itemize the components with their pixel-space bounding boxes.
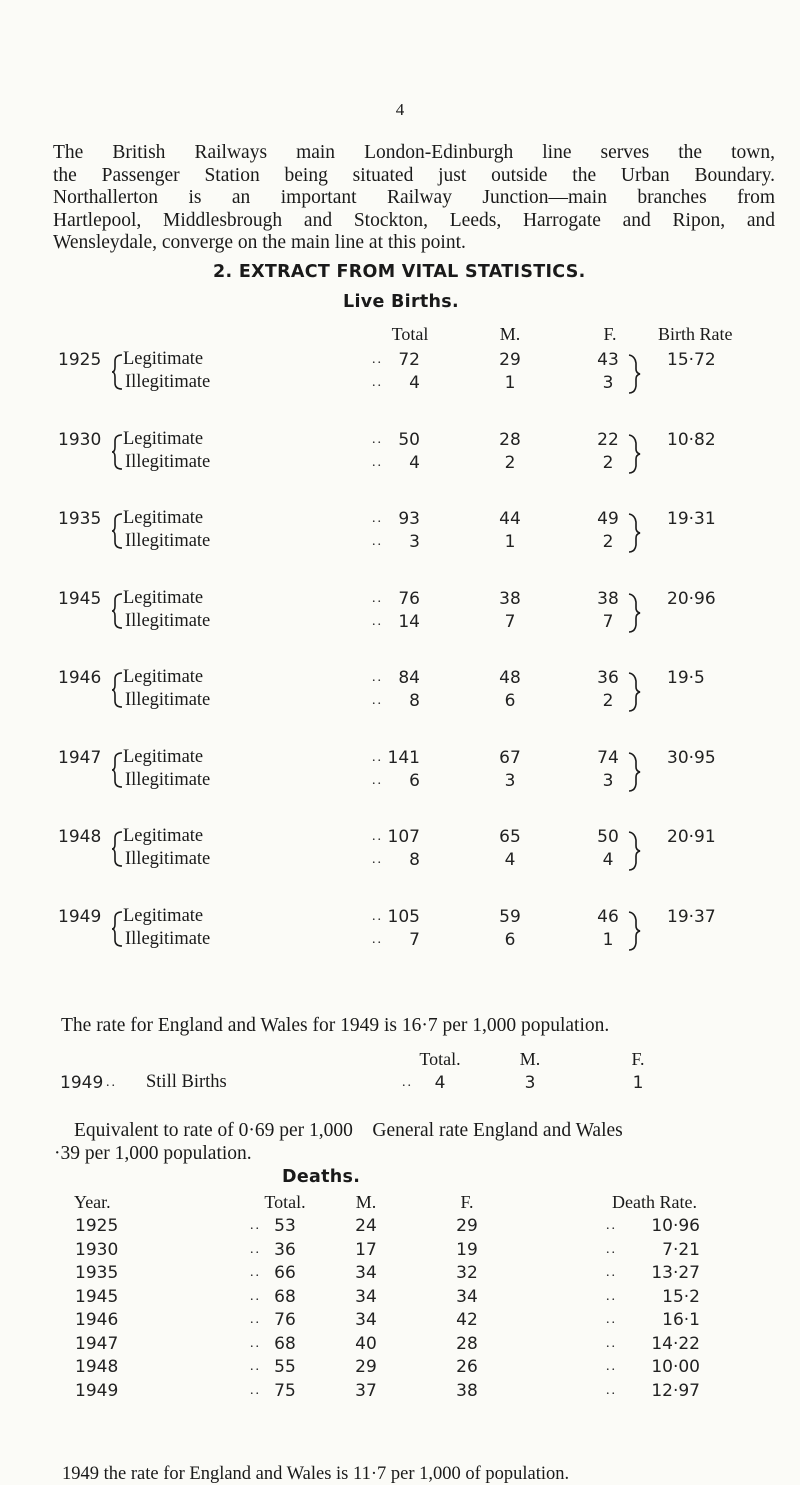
d-death-rate: 12·97 bbox=[651, 1381, 700, 1401]
lb-year: 1945 bbox=[58, 589, 102, 609]
lb-leader: .. bbox=[372, 591, 383, 606]
lb-illegit-m: 1 bbox=[504, 532, 516, 552]
lb-header-f: F. bbox=[603, 324, 617, 344]
intro-paragraph bbox=[53, 142, 775, 255]
lb-year: 1946 bbox=[58, 668, 102, 688]
lb-legit-label: Legitimate bbox=[123, 349, 204, 369]
lb-illegit-m: 1 bbox=[504, 373, 516, 393]
lb-leader: .. bbox=[372, 455, 383, 470]
lb-legit-label: Legitimate bbox=[123, 429, 204, 449]
d-death-rate: 16·1 bbox=[662, 1310, 700, 1330]
d-leader: .. bbox=[250, 1383, 261, 1398]
right-brace-icon bbox=[626, 910, 646, 952]
sb-header-total: Total. bbox=[419, 1049, 461, 1069]
d-leader: .. bbox=[606, 1242, 617, 1257]
lb-illegit-total: 6 bbox=[409, 771, 420, 791]
lb-legit-m: 48 bbox=[499, 668, 521, 688]
lb-illegit-f: 2 bbox=[602, 453, 614, 473]
d-leader: .. bbox=[606, 1218, 617, 1233]
d-year: 1930 bbox=[75, 1240, 119, 1260]
lb-header-m: M. bbox=[499, 324, 521, 344]
lb-year: 1930 bbox=[58, 430, 102, 450]
lb-illegit-f: 2 bbox=[602, 691, 614, 711]
lb-illegit-m: 7 bbox=[504, 612, 516, 632]
lb-birth-rate: 20·96 bbox=[667, 589, 716, 609]
lb-legit-m: 44 bbox=[499, 509, 521, 529]
left-brace-icon bbox=[110, 512, 124, 550]
lb-illegit-m: 6 bbox=[504, 691, 516, 711]
intro-line: the Passenger Station being situated just outside the Urban Boundary. bbox=[53, 164, 775, 186]
lb-legit-m: 38 bbox=[499, 589, 521, 609]
d-m: 29 bbox=[355, 1357, 377, 1377]
lb-illegit-label: Illegitimate bbox=[125, 372, 211, 392]
lb-illegit-total: 14 bbox=[398, 612, 420, 632]
d-year: 1946 bbox=[75, 1310, 119, 1330]
lb-illegit-m: 6 bbox=[504, 930, 516, 950]
lb-illegit-label: Illegitimate bbox=[125, 690, 211, 710]
sb-header-m: M. bbox=[519, 1049, 541, 1069]
lb-illegit-total: 8 bbox=[409, 850, 420, 870]
england-wales-birth-note: The rate for England and Wales for 1949 is 16·7 per 1,000 population. bbox=[61, 1015, 610, 1036]
d-leader: .. bbox=[606, 1383, 617, 1398]
lb-illegit-f: 3 bbox=[602, 373, 614, 393]
d-death-rate: 10·96 bbox=[651, 1216, 700, 1236]
d-m: 34 bbox=[355, 1310, 377, 1330]
lb-legit-f: 50 bbox=[597, 827, 619, 847]
left-brace-icon bbox=[110, 671, 124, 709]
lb-leader: .. bbox=[372, 614, 383, 629]
right-brace-icon bbox=[626, 830, 646, 872]
left-brace-icon bbox=[110, 830, 124, 868]
lb-year: 1925 bbox=[58, 350, 102, 370]
lb-legit-f: 49 bbox=[597, 509, 619, 529]
d-total: 76 bbox=[274, 1310, 296, 1330]
lb-illegit-m: 2 bbox=[504, 453, 516, 473]
d-leader: .. bbox=[250, 1218, 261, 1233]
d-f: 26 bbox=[456, 1357, 478, 1377]
d-leader: .. bbox=[250, 1265, 261, 1280]
lb-birth-rate: 20·91 bbox=[667, 827, 716, 847]
d-year: 1945 bbox=[75, 1287, 119, 1307]
left-brace-icon bbox=[110, 910, 124, 948]
lb-illegit-f: 3 bbox=[602, 771, 614, 791]
sb-f: 1 bbox=[632, 1073, 644, 1093]
lb-illegit-total: 4 bbox=[409, 453, 420, 473]
lb-legit-label: Legitimate bbox=[123, 667, 204, 687]
sb-year: 1949 bbox=[60, 1073, 104, 1093]
d-leader: .. bbox=[250, 1336, 261, 1351]
d-total: 66 bbox=[274, 1263, 296, 1283]
lb-birth-rate: 30·95 bbox=[667, 748, 716, 768]
d-leader: .. bbox=[250, 1242, 261, 1257]
sb-header-f: F. bbox=[631, 1049, 645, 1069]
lb-year: 1948 bbox=[58, 827, 102, 847]
sb-leader-2: .. bbox=[402, 1075, 413, 1090]
d-leader: .. bbox=[250, 1359, 261, 1374]
d-header-f: F. bbox=[460, 1192, 474, 1212]
lb-leader: .. bbox=[372, 932, 383, 947]
d-f: 28 bbox=[456, 1334, 478, 1354]
d-f: 38 bbox=[456, 1381, 478, 1401]
lb-illegit-label: Illegitimate bbox=[125, 611, 211, 631]
lb-year: 1935 bbox=[58, 509, 102, 529]
lb-legit-total: 84 bbox=[398, 668, 420, 688]
lb-legit-f: 74 bbox=[597, 748, 619, 768]
sb-label: Still Births bbox=[146, 1072, 227, 1092]
lb-leader: .. bbox=[372, 432, 383, 447]
d-year: 1925 bbox=[75, 1216, 119, 1236]
lb-birth-rate: 19·31 bbox=[667, 509, 716, 529]
right-brace-icon bbox=[626, 512, 646, 554]
lb-legit-f: 36 bbox=[597, 668, 619, 688]
intro-line: The British Railways main London-Edinburgh line serves the town, bbox=[53, 142, 775, 163]
lb-leader: .. bbox=[372, 375, 383, 390]
england-wales-death-note: 1949 the rate for England and Wales is 11·7 per 1,000 of population. bbox=[62, 1464, 570, 1484]
d-death-rate: 13·27 bbox=[651, 1263, 700, 1283]
d-m: 34 bbox=[355, 1263, 377, 1283]
right-brace-icon bbox=[626, 671, 646, 713]
lb-legit-total: 50 bbox=[398, 430, 420, 450]
left-brace-icon bbox=[110, 592, 124, 630]
lb-year: 1949 bbox=[58, 907, 102, 927]
d-m: 37 bbox=[355, 1381, 377, 1401]
lb-illegit-total: 7 bbox=[409, 930, 420, 950]
intro-line: Wensleydale, converge on the main line at this point. bbox=[53, 232, 466, 253]
d-total: 68 bbox=[274, 1334, 296, 1354]
lb-birth-rate: 19·5 bbox=[667, 668, 705, 688]
deaths-title: Deaths. bbox=[282, 1167, 361, 1187]
lb-illegit-f: 7 bbox=[602, 612, 614, 632]
d-f: 32 bbox=[456, 1263, 478, 1283]
lb-illegit-m: 4 bbox=[504, 850, 516, 870]
lb-legit-total: 105 bbox=[387, 907, 420, 927]
lb-legit-m: 28 bbox=[499, 430, 521, 450]
right-brace-icon bbox=[626, 592, 646, 634]
section-title: 2. EXTRACT FROM VITAL STATISTICS. bbox=[213, 262, 586, 282]
lb-illegit-label: Illegitimate bbox=[125, 849, 211, 869]
d-f: 29 bbox=[456, 1216, 478, 1236]
lb-legit-f: 43 bbox=[597, 350, 619, 370]
lb-illegit-label: Illegitimate bbox=[125, 929, 211, 949]
lb-illegit-label: Illegitimate bbox=[125, 531, 211, 551]
lb-legit-label: Legitimate bbox=[123, 826, 204, 846]
lb-legit-total: 107 bbox=[387, 827, 420, 847]
d-year: 1947 bbox=[75, 1334, 119, 1354]
lb-leader: .. bbox=[372, 909, 383, 924]
d-header-total: Total. bbox=[264, 1192, 306, 1212]
right-brace-icon bbox=[626, 353, 646, 395]
lb-legit-m: 59 bbox=[499, 907, 521, 927]
d-death-rate: 15·2 bbox=[662, 1287, 700, 1307]
d-total: 55 bbox=[274, 1357, 296, 1377]
d-header-rate: Death Rate. bbox=[612, 1192, 697, 1212]
page-number: 4 bbox=[395, 100, 405, 119]
d-leader: .. bbox=[250, 1289, 261, 1304]
sb-m: 3 bbox=[524, 1073, 536, 1093]
lb-legit-m: 65 bbox=[499, 827, 521, 847]
d-m: 17 bbox=[355, 1240, 377, 1260]
lb-leader: .. bbox=[372, 352, 383, 367]
lb-legit-m: 29 bbox=[499, 350, 521, 370]
right-brace-icon bbox=[626, 751, 646, 793]
lb-legit-f: 46 bbox=[597, 907, 619, 927]
lb-birth-rate: 10·82 bbox=[667, 430, 716, 450]
lb-illegit-total: 8 bbox=[409, 691, 420, 711]
d-death-rate: 14·22 bbox=[651, 1334, 700, 1354]
d-m: 34 bbox=[355, 1287, 377, 1307]
lb-leader: .. bbox=[372, 852, 383, 867]
d-death-rate: 7·21 bbox=[662, 1240, 700, 1260]
lb-header-total: Total bbox=[391, 324, 429, 344]
d-leader: .. bbox=[606, 1336, 617, 1351]
lb-legit-label: Legitimate bbox=[123, 747, 204, 767]
lb-illegit-f: 1 bbox=[602, 930, 614, 950]
lb-leader: .. bbox=[372, 534, 383, 549]
d-total: 53 bbox=[274, 1216, 296, 1236]
lb-illegit-m: 3 bbox=[504, 771, 516, 791]
d-leader: .. bbox=[250, 1312, 261, 1327]
lb-illegit-total: 4 bbox=[409, 373, 420, 393]
lb-legit-f: 38 bbox=[597, 589, 619, 609]
lb-illegit-f: 4 bbox=[602, 850, 614, 870]
d-leader: .. bbox=[606, 1312, 617, 1327]
lb-leader: .. bbox=[372, 773, 383, 788]
sb-equivalent-line-1: Equivalent to rate of 0·69 per 1,000 General rate England and Wales bbox=[74, 1120, 623, 1141]
lb-year: 1947 bbox=[58, 748, 102, 768]
lb-legit-total: 141 bbox=[387, 748, 420, 768]
lb-illegit-total: 3 bbox=[409, 532, 420, 552]
lb-leader: .. bbox=[372, 829, 383, 844]
d-total: 68 bbox=[274, 1287, 296, 1307]
lb-birth-rate: 19·37 bbox=[667, 907, 716, 927]
lb-leader: .. bbox=[372, 693, 383, 708]
d-leader: .. bbox=[606, 1265, 617, 1280]
lb-legit-total: 72 bbox=[398, 350, 420, 370]
d-leader: .. bbox=[606, 1289, 617, 1304]
lb-leader: .. bbox=[372, 750, 383, 765]
lb-legit-total: 76 bbox=[398, 589, 420, 609]
lb-legit-f: 22 bbox=[597, 430, 619, 450]
sb-equivalent-line-2: ·39 per 1,000 population. bbox=[54, 1143, 252, 1164]
d-header-m: M. bbox=[355, 1192, 377, 1212]
d-total: 36 bbox=[274, 1240, 296, 1260]
lb-illegit-label: Illegitimate bbox=[125, 770, 211, 790]
lb-legit-label: Legitimate bbox=[123, 588, 204, 608]
d-f: 19 bbox=[456, 1240, 478, 1260]
lb-header-rate: Birth Rate bbox=[658, 324, 733, 344]
lb-legit-label: Legitimate bbox=[123, 508, 204, 528]
d-death-rate: 10·00 bbox=[651, 1357, 700, 1377]
d-total: 75 bbox=[274, 1381, 296, 1401]
lb-birth-rate: 15·72 bbox=[667, 350, 716, 370]
intro-line: Northallerton is an important Railway Junction—main branches from bbox=[53, 187, 775, 208]
d-m: 40 bbox=[355, 1334, 377, 1354]
d-f: 34 bbox=[456, 1287, 478, 1307]
lb-legit-total: 93 bbox=[398, 509, 420, 529]
right-brace-icon bbox=[626, 433, 646, 475]
left-brace-icon bbox=[110, 353, 124, 391]
sb-leader-1: .. bbox=[106, 1075, 117, 1090]
sb-total: 4 bbox=[434, 1073, 446, 1093]
lb-legit-m: 67 bbox=[499, 748, 521, 768]
intro-line: Hartlepool, Middlesbrough and Stockton, Leeds, Harrogate and Ripon, and bbox=[53, 209, 775, 231]
d-f: 42 bbox=[456, 1310, 478, 1330]
left-brace-icon bbox=[110, 433, 124, 471]
lb-illegit-f: 2 bbox=[602, 532, 614, 552]
d-m: 24 bbox=[355, 1216, 377, 1236]
lb-leader: .. bbox=[372, 670, 383, 685]
d-year: 1948 bbox=[75, 1357, 119, 1377]
d-header-year: Year. bbox=[74, 1192, 111, 1212]
d-leader: .. bbox=[606, 1359, 617, 1374]
d-year: 1949 bbox=[75, 1381, 119, 1401]
left-brace-icon bbox=[110, 751, 124, 789]
d-year: 1935 bbox=[75, 1263, 119, 1283]
lb-legit-label: Legitimate bbox=[123, 906, 204, 926]
lb-leader: .. bbox=[372, 511, 383, 526]
lb-illegit-label: Illegitimate bbox=[125, 452, 211, 472]
live-births-title: Live Births. bbox=[343, 292, 459, 312]
